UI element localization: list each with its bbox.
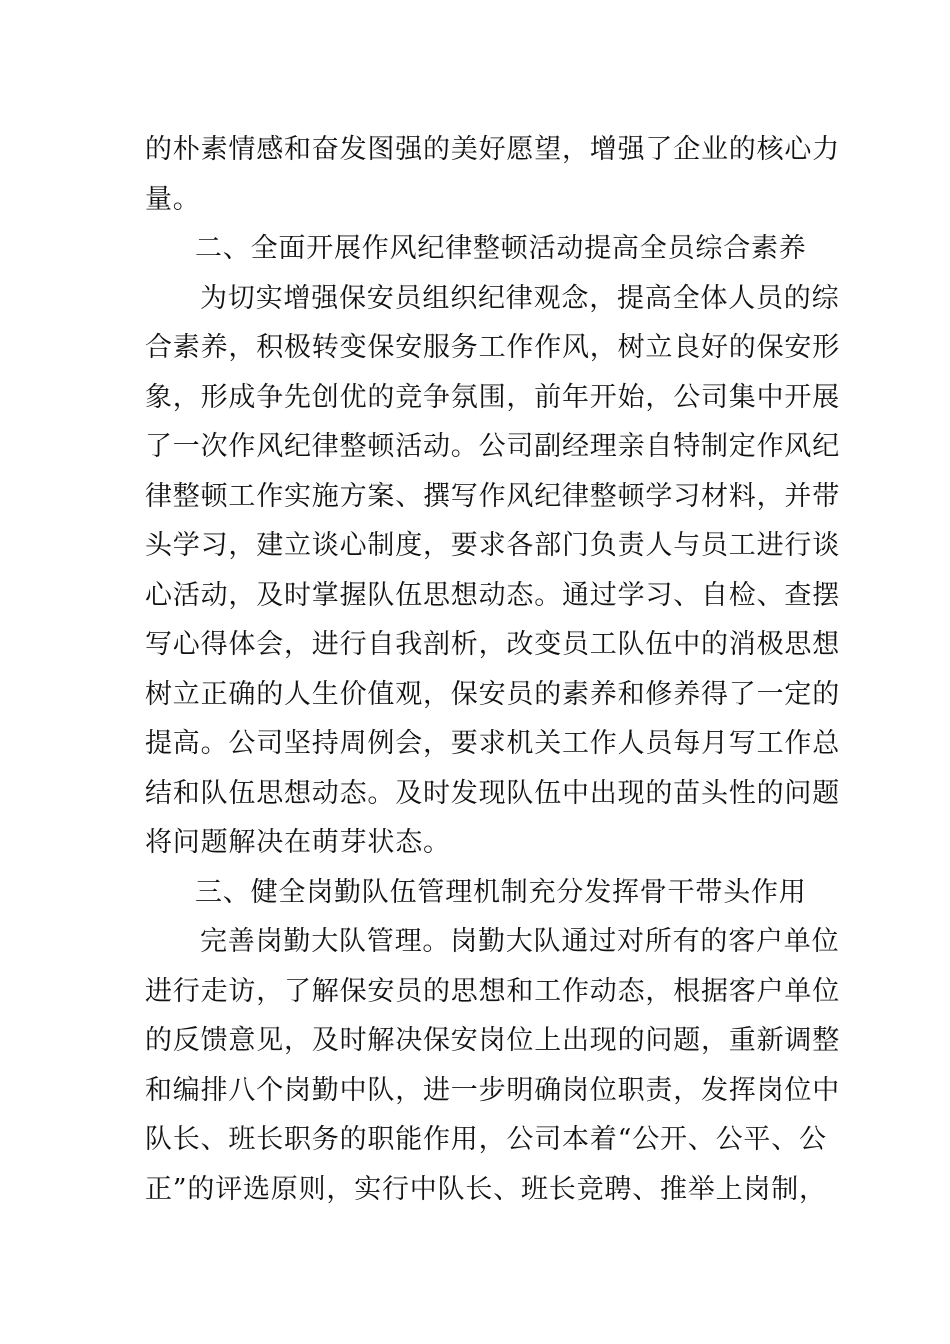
paragraph-line: 提高。公司坚持周例会，要求机关工作人员每月写工作总 <box>145 728 840 759</box>
paragraph-line: 头学习，建立谈心制度，要求各部门负责人与员工进行谈 <box>145 530 840 561</box>
paragraph-line: 为切实增强保安员组织纪律观念，提高全体人员的综 <box>200 282 840 314</box>
paragraph-line: 树立正确的人生价值观，保安员的素养和修养得了一定的 <box>145 678 840 710</box>
section-heading-2: 二、全面开展作风纪律整顿活动提高全员综合素养 <box>195 233 807 264</box>
paragraph-line: 心活动，及时掌握队伍思想动态。通过学习、自检、查摆 <box>145 579 840 611</box>
paragraph-line: 合素养，积极转变保安服务工作作风，树立良好的保安形 <box>145 332 840 363</box>
paragraph-line: 了一次作风纪律整顿活动。公司副经理亲自特制定作风纪 <box>145 431 840 462</box>
paragraph-line: 的反馈意见，及时解决保安岗位上出现的问题，重新调整 <box>145 1025 840 1056</box>
paragraph-line: 量。 <box>145 183 201 215</box>
paragraph-line: 完善岗勤大队管理。岗勤大队通过对所有的客户单位 <box>200 926 840 957</box>
paragraph-line: 将问题解决在萌芽状态。 <box>145 827 451 858</box>
paragraph-line: 正”的评选原则，实行中队长、班长竞聘、推举上岗制， <box>145 1173 827 1205</box>
paragraph-line: 象，形成争先创优的竞争氛围，前年开始，公司集中开展 <box>145 381 840 413</box>
paragraph-line: 的朴素情感和奋发图强的美好愿望，增强了企业的核心力 <box>145 134 840 165</box>
paragraph-line: 律整顿工作实施方案、撰写作风纪律整顿学习材料，并带 <box>145 480 840 512</box>
paragraph-line: 结和队伍思想动态。及时发现队伍中出现的苗头性的问题 <box>145 777 840 809</box>
paragraph-line: 进行走访，了解保安员的思想和工作动态，根据客户单位 <box>145 975 840 1007</box>
section-heading-3: 三、健全岗勤队伍管理机制充分发挥骨干带头作用 <box>195 876 807 908</box>
document-body <box>145 125 840 1214</box>
paragraph-line: 队长、班长职务的职能作用，公司本着“公开、公平、公 <box>145 1124 827 1155</box>
paragraph-line: 写心得体会，进行自我剖析，改变员工队伍中的消极思想 <box>145 629 840 660</box>
paragraph-line: 和编排八个岗勤中队，进一步明确岗位职责，发挥岗位中 <box>145 1074 840 1106</box>
